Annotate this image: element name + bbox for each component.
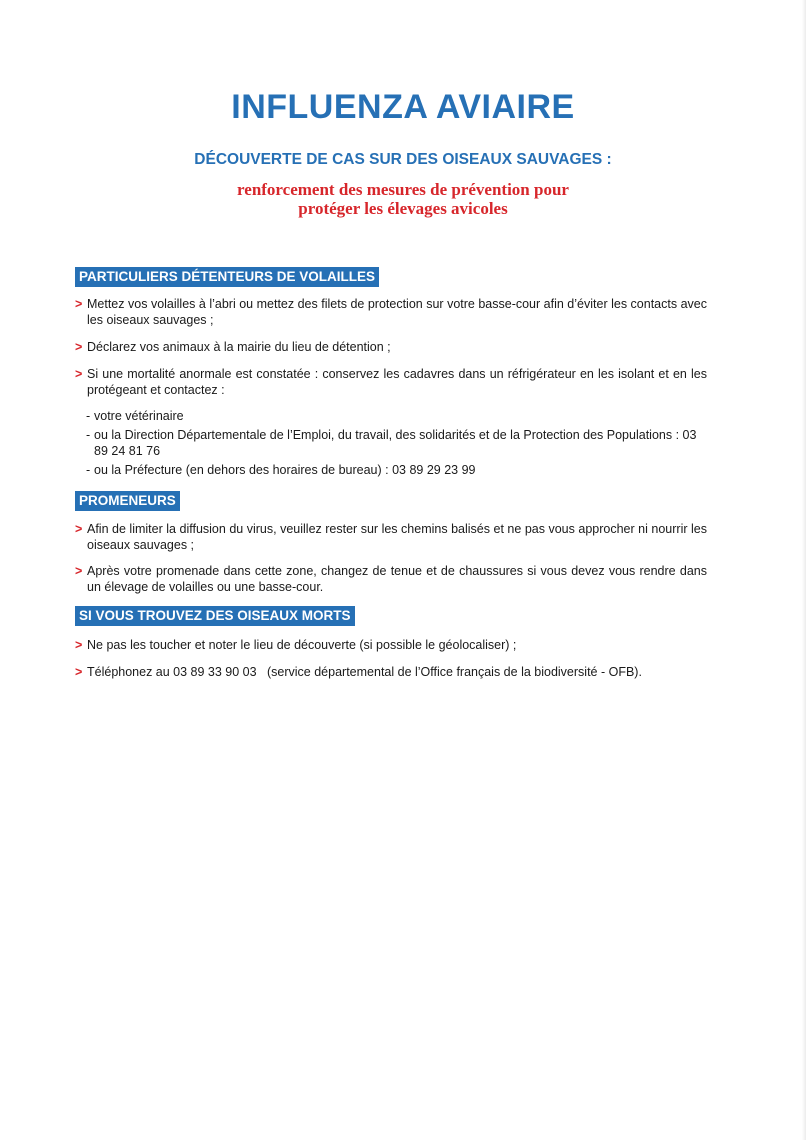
bullet-text: Si une mortalité anormale est constatée : conservez les cadavres dans un réfrigérateur en les isolant et en les protégeant et contactez : [87, 367, 707, 397]
section-heading-particuliers: PARTICULIERS DÉTENTEURS DE VOLAILLES [75, 267, 379, 287]
bullet-item [75, 637, 707, 653]
bullet-text: Ne pas les toucher et noter le lieu de découverte (si possible le géolocaliser) ; [87, 638, 517, 652]
page-edge-shadow [802, 0, 806, 1140]
bullet-item [75, 339, 707, 355]
dash-marker: - [86, 428, 91, 442]
contact-item [86, 462, 708, 478]
page-title: INFLUENZA AVIAIRE [231, 88, 575, 126]
bullet-text: Afin de limiter la diffusion du virus, veuillez rester sur les chemins balisés et ne pas vous approcher ni nourrir les oiseaux sauvages ; [87, 522, 707, 552]
page-subtitle: DÉCOUVERTE DE CAS SUR DES OISEAUX SAUVAGES : [194, 151, 612, 168]
bullet-item [75, 664, 707, 680]
red-subheading-line-1: renforcement des mesures de prévention pour [237, 180, 569, 199]
bullet-marker: > [75, 340, 83, 354]
dash-marker: - [86, 409, 91, 423]
bullet-marker: > [75, 297, 83, 311]
bullet-marker: > [75, 522, 83, 536]
bullet-item [75, 563, 707, 595]
bullet-marker: > [75, 367, 83, 381]
bullet-text: Après votre promenade dans cette zone, changez de tenue et de chaussures si vous devez vous rendre dans un élevage de volailles ou une basse-cour. [87, 564, 707, 594]
bullet-item [75, 366, 707, 398]
red-subheading-line-2: protéger les élevages avicoles [298, 199, 508, 218]
section-heading-oiseaux-morts: SI VOUS TROUVEZ DES OISEAUX MORTS [75, 606, 355, 626]
bullet-text: Mettez vos volailles à l’abri ou mettez des filets de protection sur votre basse-cour afin d’éviter les contacts avec les oiseaux sauvages ; [87, 297, 707, 327]
section-heading-promeneurs: PROMENEURS [75, 491, 180, 511]
bullet-text: Déclarez vos animaux à la mairie du lieu de détention ; [87, 340, 391, 354]
dash-marker: - [86, 463, 91, 477]
bullet-marker: > [75, 665, 83, 679]
bullet-marker: > [75, 638, 83, 652]
bullet-item [75, 521, 707, 553]
contact-text: ou la Préfecture (en dehors des horaires de bureau) : 03 89 29 23 99 [94, 463, 476, 477]
bullet-text: Téléphonez au 03 89 33 90 03 (service départemental de l’Office français de la biodiversité - OFB). [87, 665, 642, 679]
contact-text: ou la Direction Départementale de l’Emploi, du travail, des solidarités et de la Protection des Populations : 03 89 24 81 76 [94, 428, 697, 458]
contact-item [86, 408, 708, 424]
contact-item [86, 427, 708, 459]
bullet-item [75, 296, 707, 328]
contact-text: votre vétérinaire [94, 409, 184, 423]
bullet-marker: > [75, 564, 83, 578]
